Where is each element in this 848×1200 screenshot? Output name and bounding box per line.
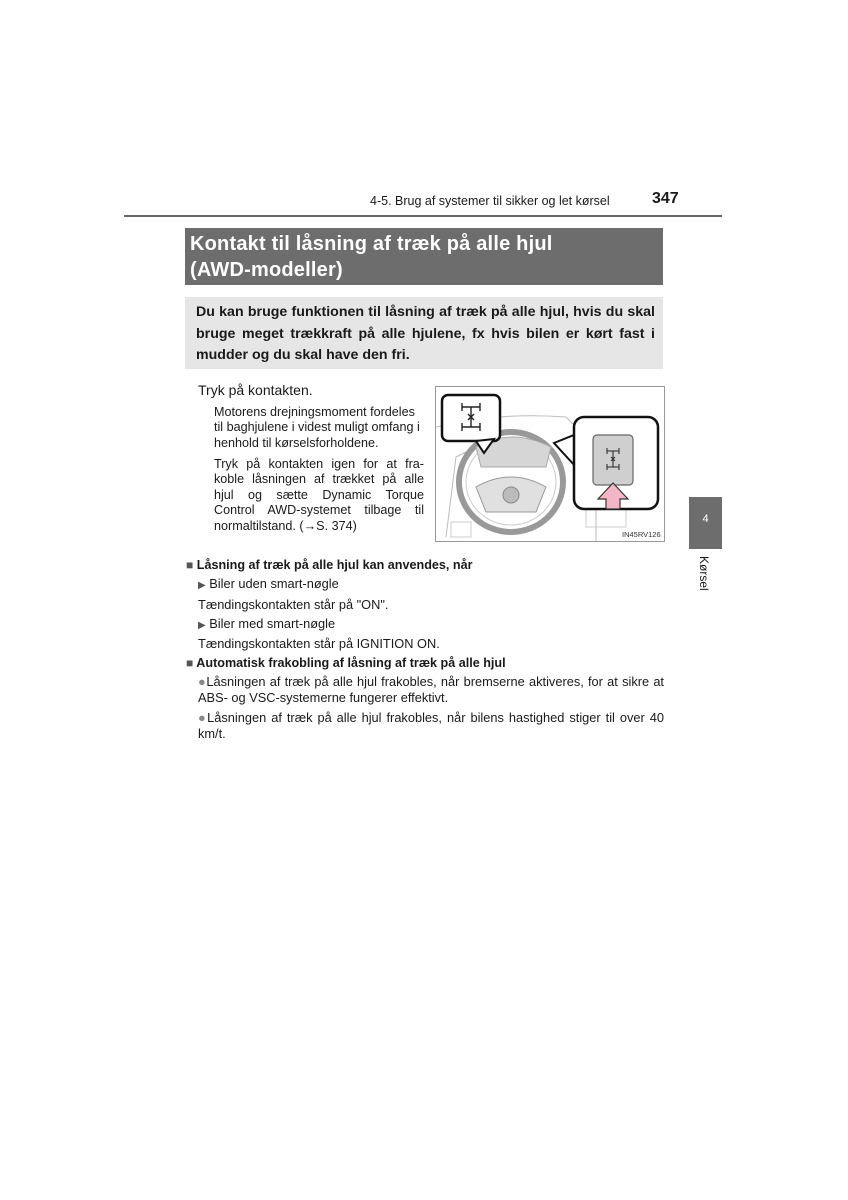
dashboard-illustration bbox=[435, 386, 665, 542]
intro-box bbox=[185, 297, 663, 369]
section1-text-1: Tændingskontakten står på "ON". bbox=[198, 597, 389, 612]
section1-text-2: Tændingskontakten står på IGNITION ON. bbox=[198, 636, 440, 651]
step-instruction: Tryk på kontakten. bbox=[198, 382, 313, 398]
square-bullet-icon: ■ bbox=[186, 558, 194, 572]
section1-sub-2 bbox=[198, 616, 335, 631]
step-description-1: Motorens drejningsmoment fordeles til baghjulene i videst muligt omfang i henhold til kørselsforholdene. bbox=[214, 405, 420, 450]
header-rule bbox=[124, 215, 722, 217]
chapter-label: Kørsel bbox=[697, 556, 711, 591]
step-description-2: Tryk på kontakten igen for at fra-koble låsningen af trækket på alle hjul og sætte Dynamic Torque Control AWD-systemet tilbage til normaltilstand. (→S. 374) bbox=[214, 457, 424, 533]
circle-bullet-icon: ● bbox=[198, 674, 207, 689]
section1-sub-1-text: Biler uden smart-nøgle bbox=[209, 576, 339, 591]
section2-heading-text: Automatisk frakobling af låsning af træk på alle hjul bbox=[196, 656, 506, 670]
section2-bullet-2 bbox=[198, 710, 664, 742]
circle-bullet-icon: ● bbox=[198, 710, 208, 725]
section1-sub-2-text: Biler med smart-nøgle bbox=[209, 616, 336, 631]
triangle-bullet-icon: ▶ bbox=[198, 580, 206, 591]
section2-bullet-1-text: Låsningen af træk på alle hjul frakobles, når bremserne aktiveres, for at sikre at ABS- og VSC-systemerne fungerer effektivt. bbox=[198, 674, 664, 705]
section-title-box bbox=[185, 228, 663, 285]
title-line-2: (AWD-modeller) bbox=[190, 259, 343, 281]
square-bullet-icon: ■ bbox=[186, 656, 194, 670]
running-header: 4-5. Brug af systemer til sikker og let kørsel bbox=[370, 194, 610, 208]
section-title bbox=[185, 228, 663, 283]
page-number: 347 bbox=[652, 190, 679, 207]
section1-heading-text: Låsning af træk på alle hjul kan anvendes, når bbox=[196, 558, 473, 572]
chapter-number: 4 bbox=[702, 513, 709, 525]
triangle-bullet-icon: ▶ bbox=[198, 620, 206, 631]
figure-code: IN45RV126 bbox=[622, 530, 661, 539]
section2-bullet-1 bbox=[198, 674, 664, 706]
intro-text: Du kan bruge funktionen til låsning af træk på alle hjul, hvis du skal bruge meget trækkraft på alle hjulene, fx hvis bilen er kørt fast i mudder og du skal have den fri. bbox=[196, 304, 655, 363]
chapter-tab bbox=[689, 497, 722, 549]
section1-heading bbox=[186, 558, 473, 572]
section2-bullet-2-text: Låsningen af træk på alle hjul frakobles, når bilens hastighed stiger til over 40 km/t. bbox=[198, 710, 664, 741]
title-line-1: Kontakt til låsning af træk på alle hjul bbox=[190, 233, 553, 255]
section2-heading bbox=[186, 656, 506, 670]
dashboard-drawing bbox=[436, 387, 664, 541]
section1-sub-1 bbox=[198, 576, 339, 591]
